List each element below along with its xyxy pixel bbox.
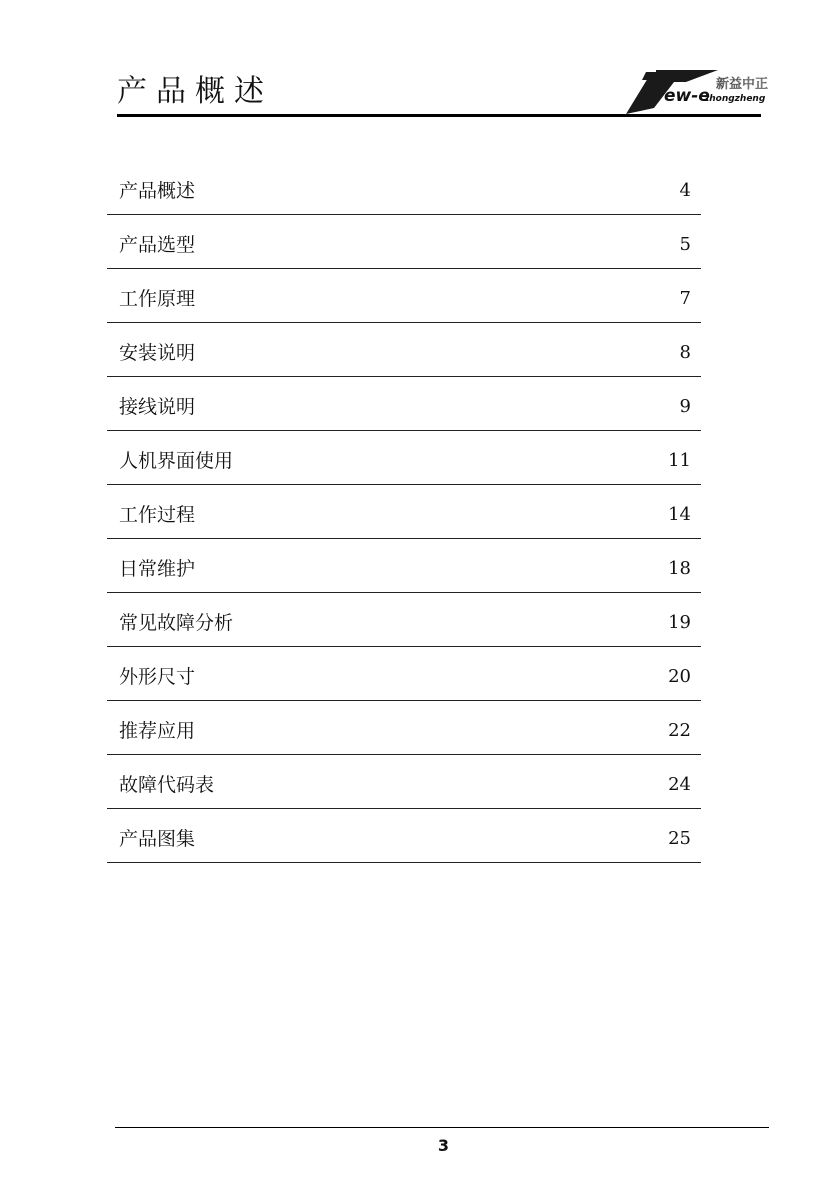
toc-entry[interactable] xyxy=(107,323,701,377)
page-header-title: 产品概述 xyxy=(117,74,273,109)
toc-entry-page: 9 xyxy=(679,396,691,417)
toc-entry-title: 推荐应用 xyxy=(119,720,196,742)
toc-entry-page: 14 xyxy=(668,504,691,525)
toc-entry[interactable] xyxy=(107,701,701,755)
toc-entry-title: 工作过程 xyxy=(119,504,196,526)
toc-entry[interactable] xyxy=(107,162,701,215)
footer-divider xyxy=(115,1127,769,1128)
toc-entry-title: 产品选型 xyxy=(119,234,196,256)
toc-entry-page: 19 xyxy=(668,612,691,633)
toc-entry-page: 24 xyxy=(668,774,691,795)
company-logo xyxy=(626,68,771,116)
toc-entry-page: 11 xyxy=(668,450,691,471)
toc-entry[interactable] xyxy=(107,485,701,539)
toc-entry-title: 常见故障分析 xyxy=(119,612,234,634)
toc-entry[interactable] xyxy=(107,215,701,269)
toc-entry[interactable] xyxy=(107,377,701,431)
logo-brand-text: ew-e xyxy=(664,86,710,106)
toc-entry-title: 日常维护 xyxy=(119,558,196,580)
table-of-contents xyxy=(107,162,701,863)
toc-entry[interactable] xyxy=(107,593,701,647)
toc-entry-title: 故障代码表 xyxy=(119,774,215,796)
toc-entry-title: 人机界面使用 xyxy=(119,450,234,472)
toc-entry-page: 8 xyxy=(679,342,691,363)
toc-entry-title: 产品概述 xyxy=(119,180,196,202)
page-number: 3 xyxy=(437,1136,450,1155)
toc-entry-page: 25 xyxy=(668,828,691,849)
toc-entry-page: 5 xyxy=(679,234,691,255)
toc-entry[interactable] xyxy=(107,809,701,863)
toc-entry-page: 22 xyxy=(668,720,691,741)
logo-sub-text: zhongzheng xyxy=(704,94,766,104)
toc-entry-title: 安装说明 xyxy=(119,342,196,364)
toc-entry[interactable] xyxy=(107,539,701,593)
toc-entry-page: 7 xyxy=(679,288,691,309)
toc-entry-page: 4 xyxy=(679,180,691,201)
logo-cn-text: 新益中正 xyxy=(716,77,769,92)
toc-entry-title: 接线说明 xyxy=(119,396,196,418)
toc-entry-page: 20 xyxy=(668,666,691,687)
header-divider xyxy=(117,114,761,117)
toc-entry-title: 工作原理 xyxy=(119,288,196,310)
toc-entry[interactable] xyxy=(107,431,701,485)
toc-entry[interactable] xyxy=(107,755,701,809)
toc-entry-title: 外形尺寸 xyxy=(119,666,196,688)
toc-entry[interactable] xyxy=(107,269,701,323)
toc-entry-page: 18 xyxy=(668,558,691,579)
toc-entry[interactable] xyxy=(107,647,701,701)
toc-entry-title: 产品图集 xyxy=(119,828,196,850)
